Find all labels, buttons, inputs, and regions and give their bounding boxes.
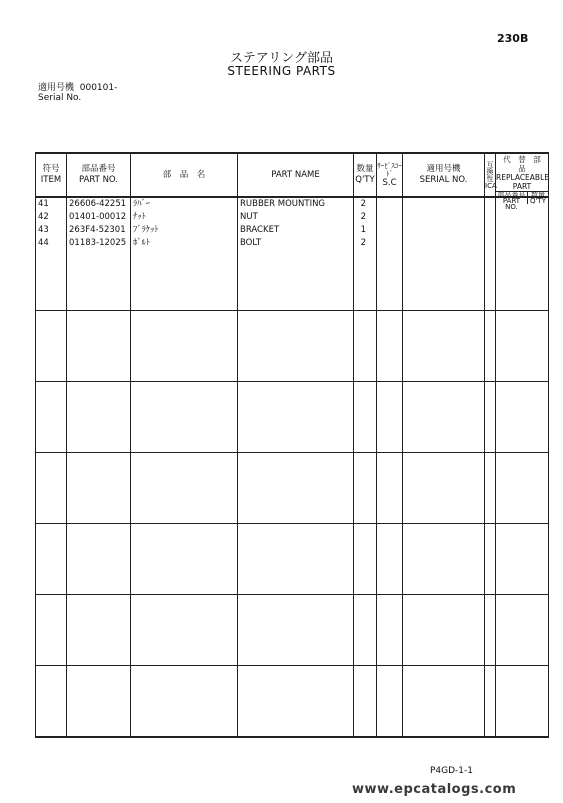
header-serial-no: 適用号機 SERIAL NO. xyxy=(403,153,485,197)
serial-label-jp: 適用号機 xyxy=(38,83,75,93)
footer-code: P4GD-1-1 xyxy=(430,766,474,776)
table-row-empty xyxy=(36,524,549,595)
header-name-jp: 部 品 名 xyxy=(131,153,238,197)
table-row-empty xyxy=(36,595,549,666)
serial-info xyxy=(38,83,117,103)
table-row-empty xyxy=(36,382,549,453)
serial-label-en: Serial No. xyxy=(38,93,82,103)
header-qty: 数量 Q'TY xyxy=(354,153,377,197)
header-item: 符号 ITEM xyxy=(36,153,67,197)
part-no-column: 26606-42251 01401-00012 263F4-52301 01183-12025 xyxy=(67,197,131,311)
header-rep-part-no: 部品番号 PART NO. xyxy=(497,191,526,211)
table-row-empty xyxy=(36,666,549,738)
table-row-empty xyxy=(36,453,549,524)
table-row-empty xyxy=(36,311,549,382)
name-jp-column: ﾗﾊﾞｰ ﾅｯﾄ ﾌﾞﾗｹｯﾄ ﾎﾞﾙﾄ xyxy=(131,197,238,311)
header-part-name: PART NAME xyxy=(238,153,354,197)
header-part-no: 部品番号 PART NO. xyxy=(67,153,131,197)
part-name-column: RUBBER MOUNTING NUT BRACKET BOLT xyxy=(238,197,354,311)
header-replaceable-part: 代 替 部 品 REPLACEABLE PART 部品番号 PART NO. 数量 Q'TY xyxy=(496,155,549,211)
header-service-code: ｻｰﾋﾞｽｺｰﾄﾞ S.C xyxy=(377,153,403,197)
header-compat: 互換性 ICA xyxy=(485,153,496,197)
qty-column: 2 2 1 2 xyxy=(354,197,377,311)
item-column: 41 42 43 44 xyxy=(36,197,67,311)
watermark-link[interactable]: www.epcatalogs.com xyxy=(352,782,517,797)
page-number: 230B xyxy=(497,32,529,45)
parts-table xyxy=(35,152,549,738)
table-header-row xyxy=(36,153,549,197)
page-title-en: STEERING PARTS xyxy=(227,64,336,78)
page-title-jp: ステアリング部品 xyxy=(230,51,333,66)
serial-value: 000101- xyxy=(79,83,118,93)
header-rep-qty: 数量 Q'TY xyxy=(527,192,548,204)
table-row-group xyxy=(36,197,549,311)
